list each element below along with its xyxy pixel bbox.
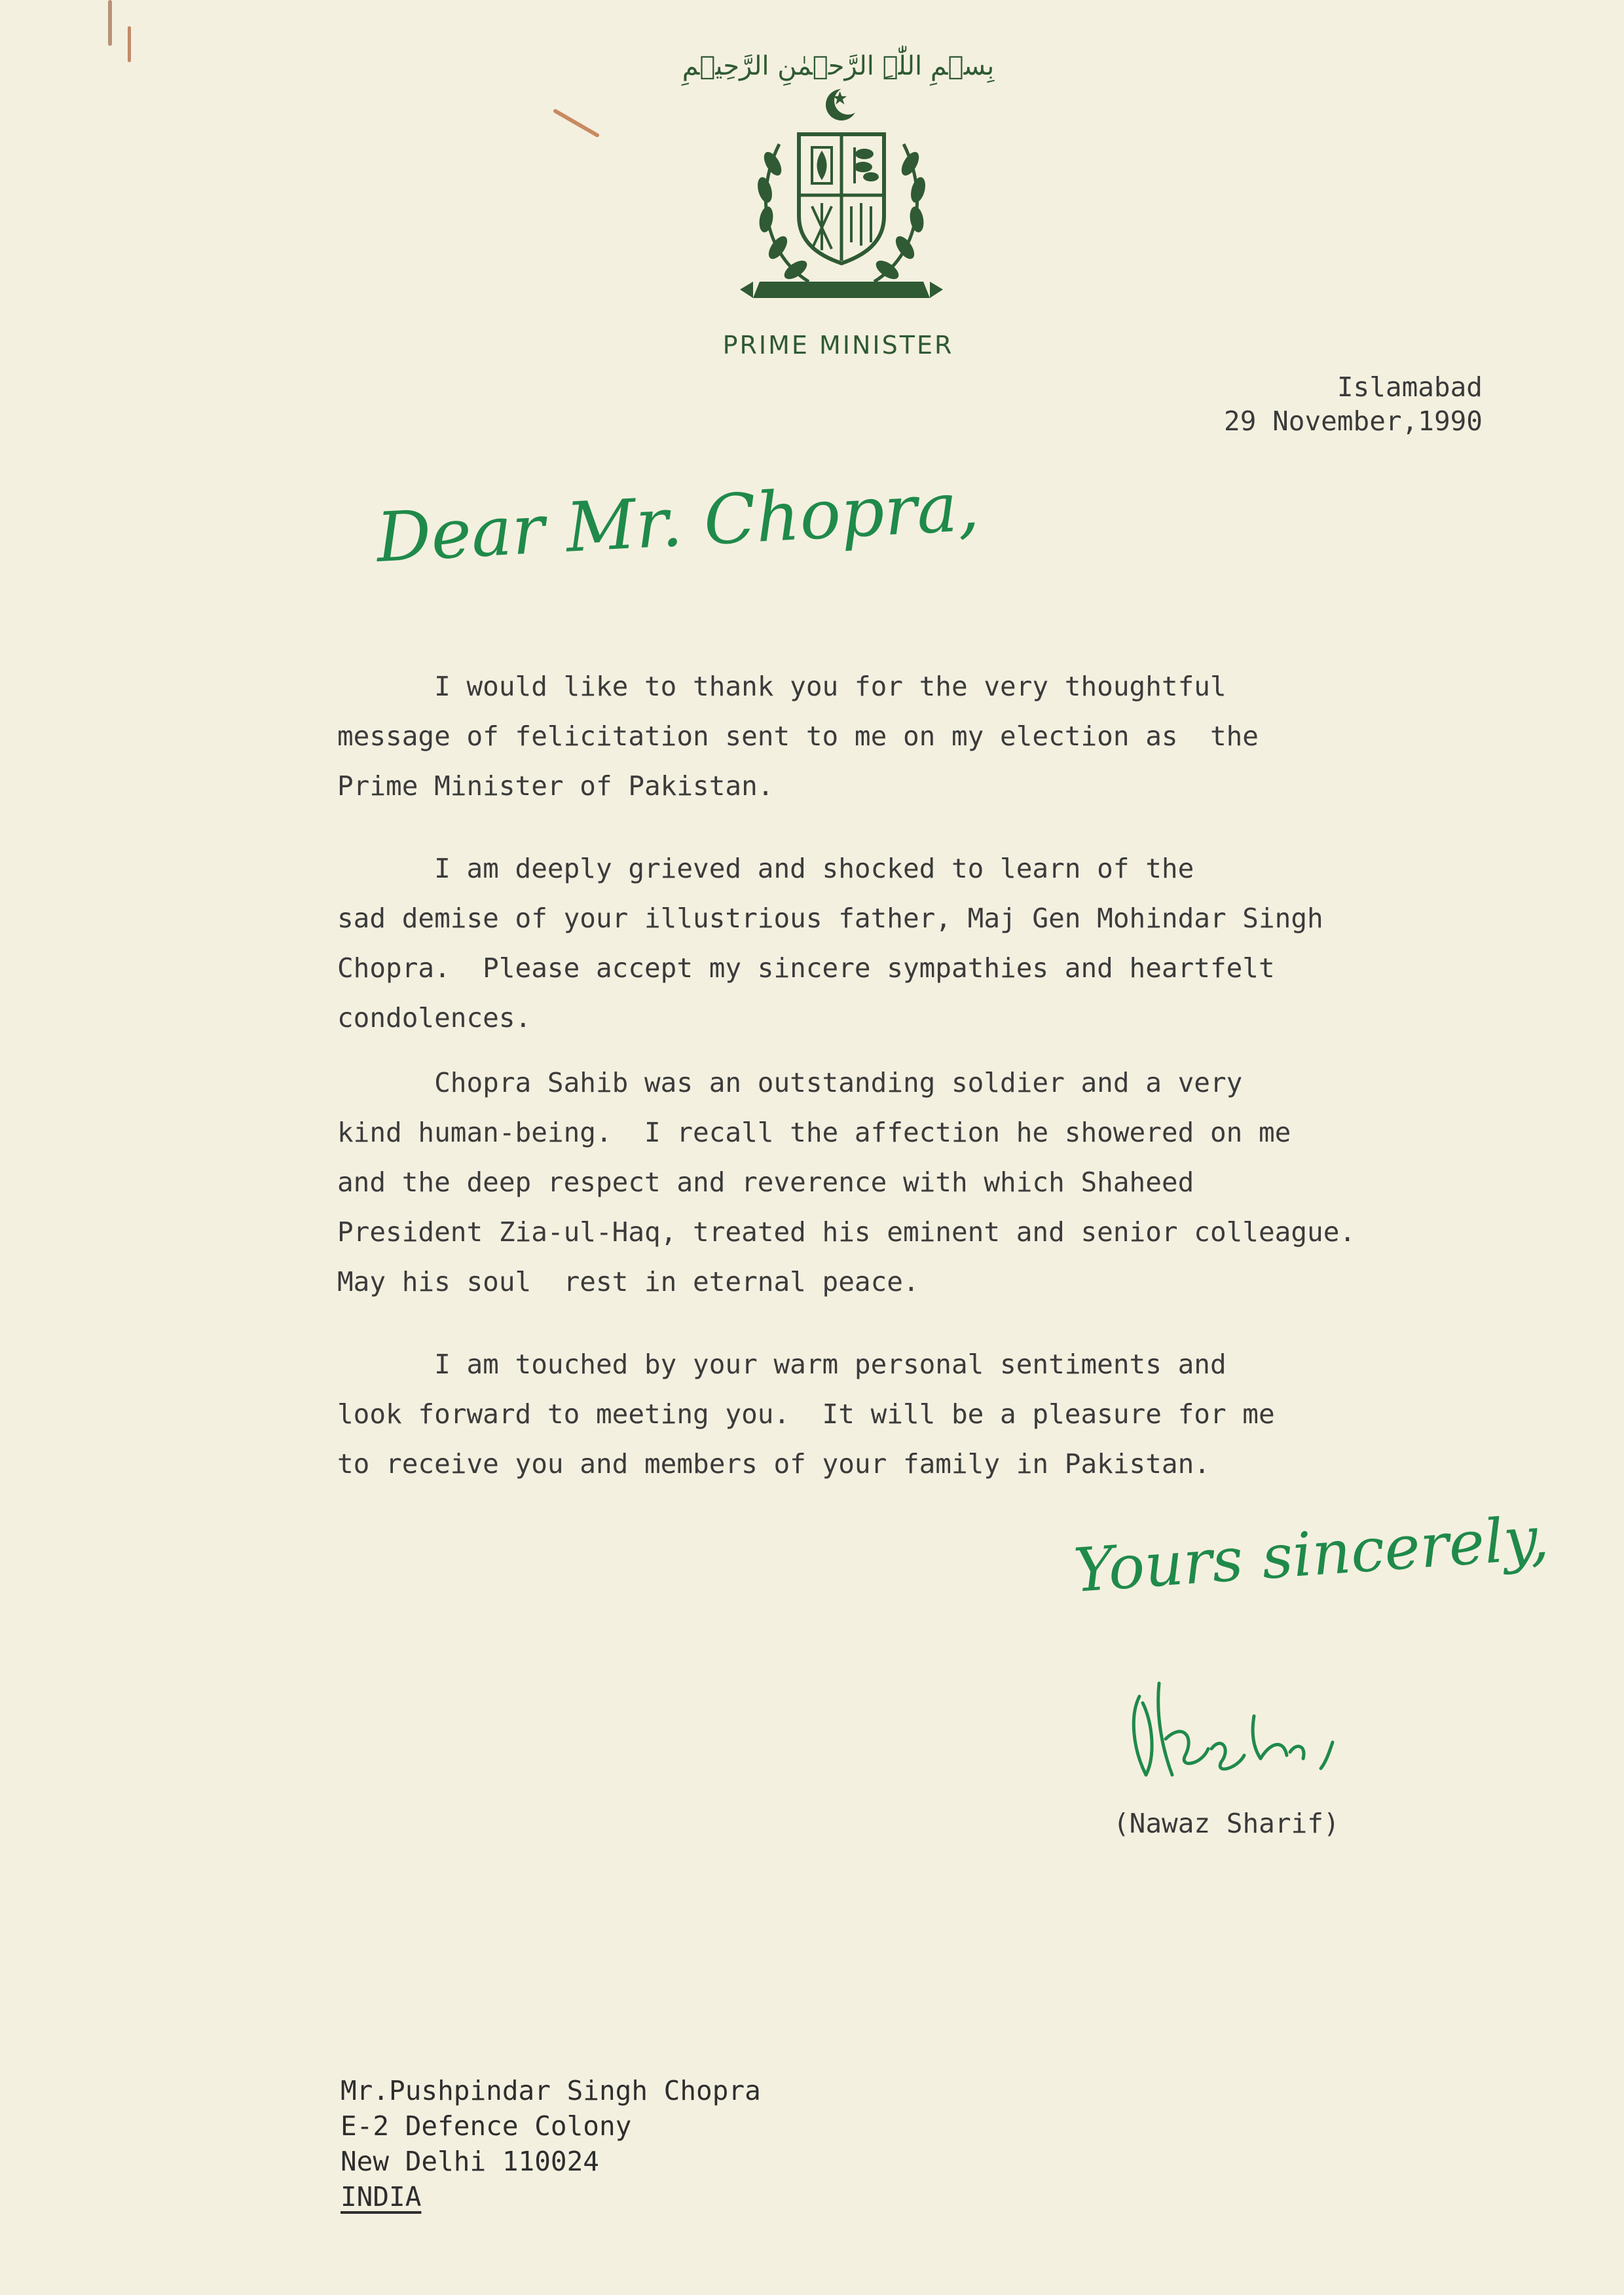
place: Islamabad <box>1337 371 1483 403</box>
signatory-name: (Nawaz Sharif) <box>1113 1808 1340 1839</box>
svg-text:بِسۡمِ اللّٰہِ الرَّحۡمٰنِ الر: بِسۡمِ اللّٰہِ الرَّحۡمٰنِ الرَّحِیۡمِ <box>682 51 995 81</box>
body-paragraph-4: I am touched by your warm personal sentiments and look forward to meeting you. It will be a pleasure for me to receive you and members of your family in Pakistan. <box>337 1349 1275 1480</box>
paper-mark <box>108 0 112 46</box>
paper-mark <box>128 26 131 62</box>
body-paragraph-2: I am deeply grieved and shocked to learn of the sad demise of your illustrious father, Maj Gen Mohindar Singh Chopra. Please accept my sincere sympathies and heartfelt condolences. <box>337 853 1323 1034</box>
date: 29 November,1990 <box>1224 405 1483 437</box>
address-line-1: E-2 Defence Colony <box>341 2110 632 2142</box>
recipient-name: Mr.Pushpindar Singh Chopra <box>341 2075 761 2106</box>
handwritten-closing: Yours sincerely, <box>1071 1502 1551 1606</box>
address-country: INDIA <box>341 2181 422 2212</box>
state-emblem-icon <box>733 85 950 308</box>
paper-mark <box>553 108 600 138</box>
bismillah-calligraphy-mark <box>682 43 995 89</box>
signature-mark <box>1116 1677 1365 1795</box>
address-line-2: New Delhi 110024 <box>341 2146 599 2177</box>
recipient-address <box>341 2073 761 2214</box>
bismillah-calligraphy <box>682 43 995 89</box>
letterhead-office-title: PRIME MINISTER <box>722 331 954 360</box>
handwritten-salutation: Dear Mr. Chopra, <box>374 466 982 578</box>
signature-icon <box>1116 1677 1365 1795</box>
body-paragraph-3: Chopra Sahib was an outstanding soldier and a very kind human-being. I recall the affection he showered on me and the deep respect and reverence with which Shaheed President Zia-ul-Haq, treated his eminent and senior colleague. May his soul rest in eternal peace. <box>337 1067 1356 1297</box>
body-paragraph-1: I would like to thank you for the very thoughtful message of felicitation sent to me on my election as the Prime Minister of Pakistan. <box>337 671 1259 802</box>
place-date-block <box>1224 370 1483 438</box>
